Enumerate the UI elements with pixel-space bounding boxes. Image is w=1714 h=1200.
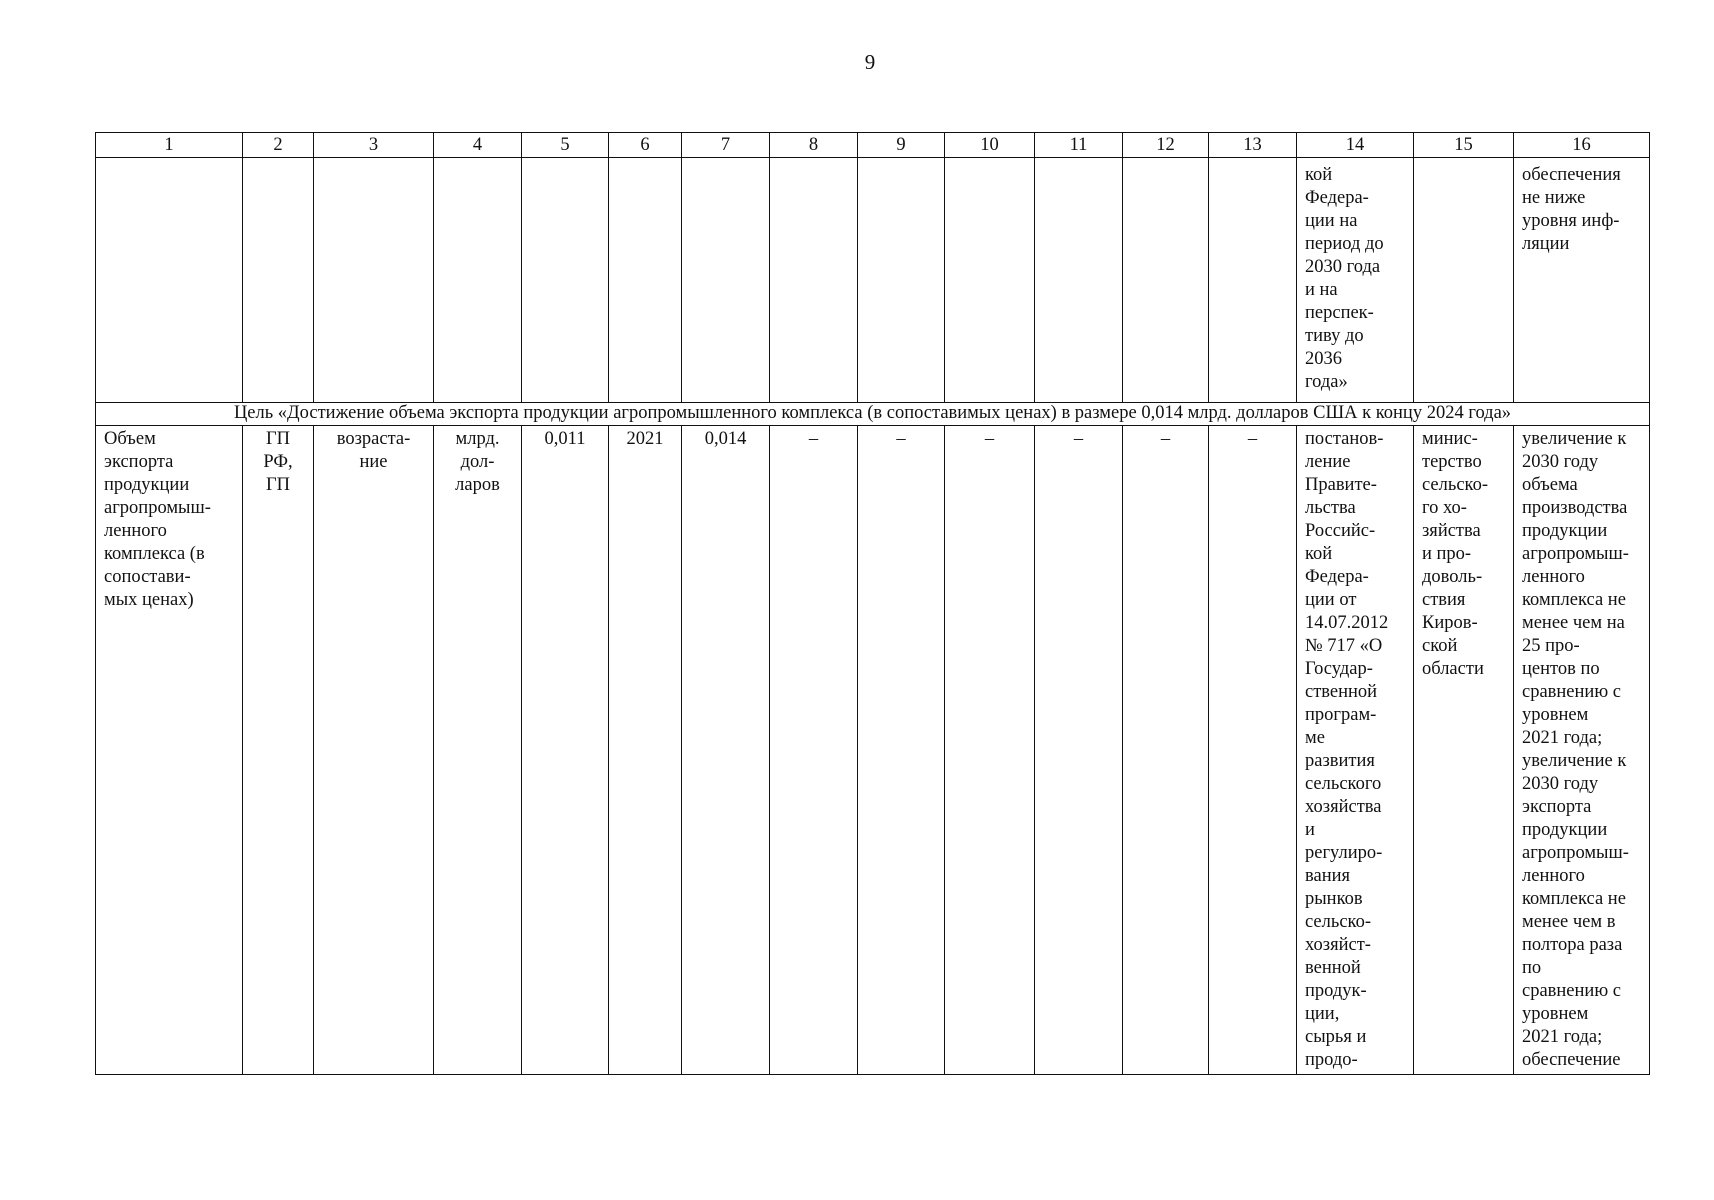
col-number-5: 5 [522,133,609,158]
col-number-13: 13 [1209,133,1297,158]
cont-cell-8 [770,158,858,403]
cont-cell-13 [1209,158,1297,403]
col-number-10: 10 [945,133,1035,158]
indicator-value-col10: – [945,426,1035,1075]
indicator-level: ГП РФ, ГП [243,426,314,1075]
col-number-15: 15 [1414,133,1514,158]
cont-cell-1 [96,158,243,403]
col-number-4: 4 [434,133,522,158]
indicator-base-year: 2021 [609,426,682,1075]
indicator-value-col13: – [1209,426,1297,1075]
indicator-table [95,132,1650,1075]
col-number-8: 8 [770,133,858,158]
cont-cell-2 [243,158,314,403]
cont-cell-7 [682,158,770,403]
cont-cell-3 [314,158,434,403]
indicator-row [96,426,1650,1075]
col-number-12: 12 [1123,133,1209,158]
col-number-16: 16 [1514,133,1650,158]
indicator-value-col8: – [770,426,858,1075]
col-number-14: 14 [1297,133,1414,158]
indicator-base-value: 0,011 [522,426,609,1075]
cont-cell-6 [609,158,682,403]
goal-row [96,403,1650,426]
col-number-2: 2 [243,133,314,158]
indicator-value-col7: 0,014 [682,426,770,1075]
col-number-6: 6 [609,133,682,158]
indicator-value-col11: – [1035,426,1123,1075]
goal-text: Цель «Достижение объема экспорта продукции агропромышленного комплекса (в сопоставимых ценах) в размере 0,014 млрд. долларов США к концу 2024 года» [96,403,1650,426]
indicator-value-col12: – [1123,426,1209,1075]
col-number-9: 9 [858,133,945,158]
cont-cell-11 [1035,158,1123,403]
page-number: 9 [864,50,876,74]
indicator-normative-act: постанов- ление Правите- льства Российс- кой Федера- ции от 14.07.2012 № 717 «О Государ- ственной програм- ме развития сельского хозяйства и регулиро- вания рынков сельско- хозяйст- венной продук- ции, сырья и продо- [1297,426,1414,1075]
cont-cell-14-normative-act: кой Федера- ции на период до 2030 года и на перспек- тиву до 2036 года» [1297,158,1414,403]
indicator-trend: возраста- ние [314,426,434,1075]
col-number-11: 11 [1035,133,1123,158]
indicator-national-goal-link: увеличение к 2030 году объема производства продукции агропромыш- ленного комплекса не менее чем на 25 про- центов по сравнению с уровнем 2021 года; увеличение к 2030 году экспорта продукции агропромыш- ленного комплекса не менее чем в полтора раза по сравнению с уровнем 2021 года; обеспечение [1514,426,1650,1075]
cont-cell-16-link: обеспечения не ниже уровня инф- ляции [1514,158,1650,403]
cont-cell-10 [945,158,1035,403]
cont-cell-12 [1123,158,1209,403]
col-number-3: 3 [314,133,434,158]
cont-cell-15 [1414,158,1514,403]
indicator-responsible: минис- терство сельско- го хо- зяйства и про- доволь- ствия Киров- ской области [1414,426,1514,1075]
col-number-7: 7 [682,133,770,158]
continuation-row [96,158,1650,403]
column-number-row [96,133,1650,158]
col-number-1: 1 [96,133,243,158]
indicator-value-col9: – [858,426,945,1075]
cont-cell-4 [434,158,522,403]
cont-cell-9 [858,158,945,403]
cont-cell-5 [522,158,609,403]
indicator-unit: млрд. дол- ларов [434,426,522,1075]
indicator-name: Объем экспорта продукции агропромыш- ленного комплекса (в сопостави- мых ценах) [96,426,243,1075]
